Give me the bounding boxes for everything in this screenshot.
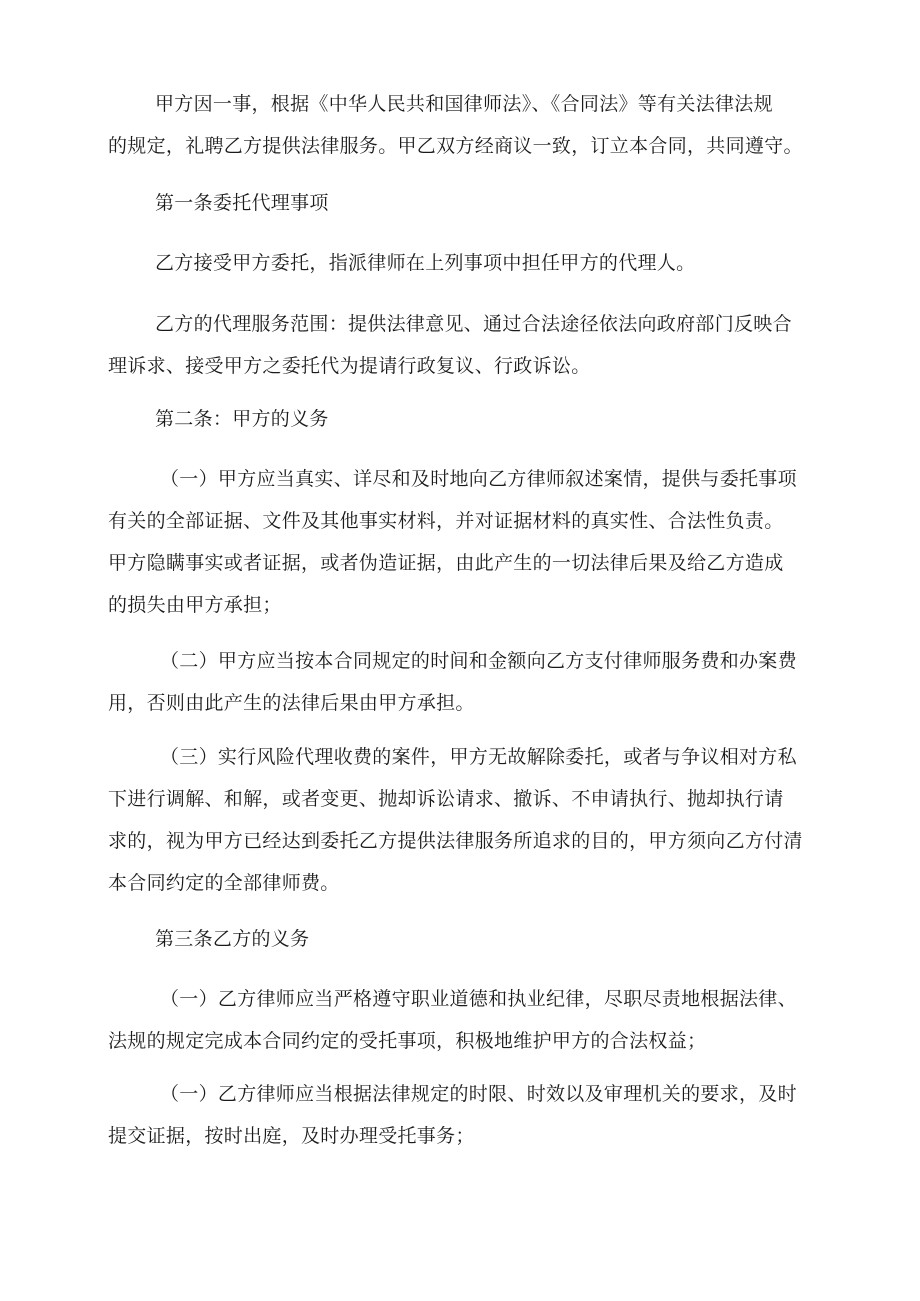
text-line: 法规的规定完成本合同约定的受托事项，积极地维护甲方的合法权益； — [108, 1030, 707, 1052]
text-line: 甲方因一事，根据《中华人民共和国律师法》、《合同法》等有关法律法规 — [155, 93, 773, 115]
text-line: 求的，视为甲方已经达到委托乙方提供法律服务所追求的目的，甲方须向乙方付清 — [108, 830, 803, 852]
article3-item-1 — [108, 978, 828, 1062]
text-line: 乙方的代理服务范围：提供法律意见、通过合法途径依法向政府部门反映合 — [155, 313, 792, 335]
text-line: 理诉求、接受甲方之委托代为提请行政复议、行政诉讼。 — [108, 355, 591, 377]
text-line: 提交证据，按时出庭，及时办理受托事务； — [108, 1125, 475, 1147]
text-line: （三）实行风险代理收费的案件，甲方无故解除委托，或者与争议相对方私 — [160, 746, 797, 768]
article3-heading — [108, 918, 828, 960]
text-line: 的损失由甲方承担； — [108, 594, 282, 616]
text-line: 的规定，礼聘乙方提供法律服务。甲乙双方经商议一致，订立本合同，共同遵守。 — [108, 135, 803, 157]
article2-item-3 — [108, 736, 828, 904]
text-line: （二）甲方应当按本合同规定的时间和金额向乙方支付律师服务费和办案费 — [160, 650, 797, 672]
article3-item-2 — [108, 1073, 828, 1157]
article2-item-2 — [108, 640, 828, 724]
text-line: 用，否则由此产生的法律后果由甲方承担。 — [108, 692, 475, 714]
text-line: 乙方接受甲方委托，指派律师在上列事项中担任甲方的代理人。 — [155, 252, 696, 274]
article1-paragraph-2 — [108, 303, 828, 387]
text-line: （一）乙方律师应当严格遵守职业道德和执业纪律，尽职尽责地根据法律、 — [160, 988, 797, 1010]
heading-text: 第一条委托代理事项 — [155, 192, 329, 214]
heading-text: 第二条：甲方的义务 — [155, 408, 329, 430]
article1-paragraph-1 — [108, 242, 828, 284]
text-line: 本合同约定的全部律师费。 — [108, 872, 340, 894]
text-line: 有关的全部证据、文件及其他事实材料，并对证据材料的真实性、合法性负责。 — [108, 510, 784, 532]
text-line: （一）乙方律师应当根据法律规定的时限、时效以及审理机关的要求，及时 — [160, 1083, 797, 1105]
intro-paragraph — [108, 83, 828, 167]
article2-item-1 — [108, 458, 828, 626]
heading-text: 第三条乙方的义务 — [155, 928, 310, 950]
text-line: 甲方隐瞒事实或者证据，或者伪造证据，由此产生的一切法律后果及给乙方造成 — [108, 552, 784, 574]
text-line: 下进行调解、和解，或者变更、抛却诉讼请求、撤诉、不申请执行、抛却执行请 — [108, 788, 784, 810]
text-line: （一）甲方应当真实、详尽和及时地向乙方律师叙述案情，提供与委托事项 — [160, 468, 797, 490]
article1-heading — [108, 182, 828, 224]
article2-heading — [108, 398, 828, 440]
